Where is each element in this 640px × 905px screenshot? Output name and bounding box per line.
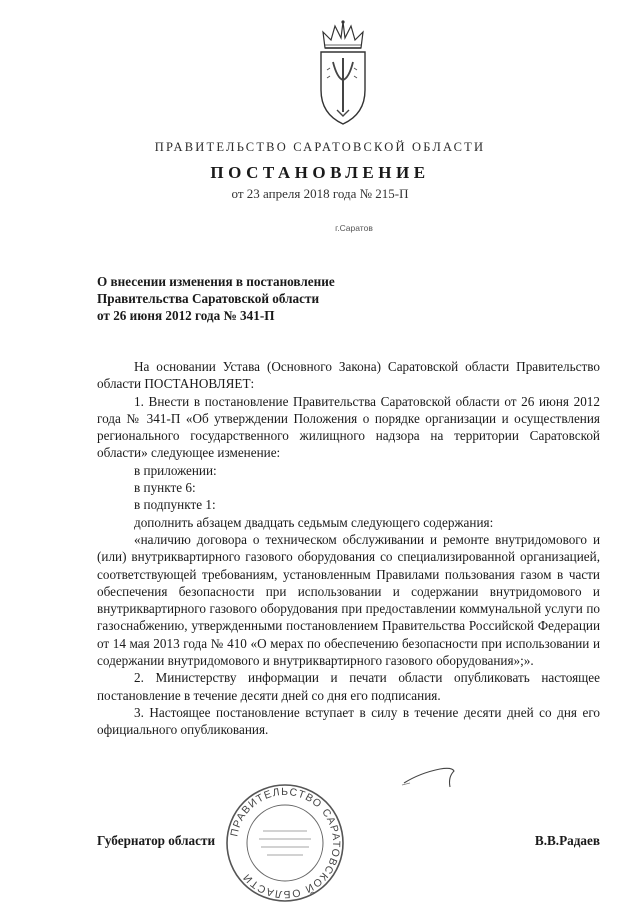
body-paragraph: 2. Министерству информации и печати области опубликовать настоящее постановление в течение десяти дней со дня его подписания. bbox=[97, 670, 600, 703]
document-city: г.Саратов bbox=[335, 223, 373, 233]
government-name: ПРАВИТЕЛЬСТВО САРАТОВСКОЙ ОБЛАСТИ bbox=[154, 140, 486, 154]
document-type: ПОСТАНОВЛЕНИЕ bbox=[210, 163, 430, 182]
signatory-name: В.В.Радаев bbox=[534, 833, 600, 848]
subject-line: Правительства Саратовской области bbox=[97, 291, 320, 306]
official-seal-icon bbox=[223, 781, 347, 905]
body-paragraph: в пункте 6: bbox=[134, 480, 196, 496]
body-paragraph: в приложении: bbox=[134, 462, 217, 478]
handwritten-signature-icon bbox=[400, 755, 460, 795]
signatory-position: Губернатор области bbox=[97, 833, 216, 848]
subject-line: от 26 июня 2012 года № 341-П bbox=[97, 308, 275, 323]
stamp-text: ПРАВИТЕЛЬСТВО САРАТОВСКОЙ ОБЛАСТИ bbox=[228, 785, 343, 901]
body-paragraph: «наличию договора о техническом обслуживании и ремонте внутридомового и (или) внутриквартирного газового оборудования со специализированной организацией, соответствующей требованиям, установленным Правилами пользования газом в части обеспечения безопасности при использовании и содержании внутридомового и внутриквартирного газового оборудования при предоставлении коммунальной услуги по газоснабжению, утвержденными постановлением Правительства Российской Федерации от 14 мая 2013 года № 410 «О мерах по обеспечению безопасности при использовании и содержании внутридомового и внутриквартирного газового оборудования»;». bbox=[97, 531, 600, 669]
body-paragraph: 1. Внести в постановление Правительства Саратовской области от 26 июня 2012 года № 341-П «Об утверждении Положения о порядке организации и осуществления регионального государственного жилищного надзора на территории Саратовской области» следующее изменение: bbox=[97, 393, 600, 461]
document-date-number: от 23 апреля 2018 года № 215-П bbox=[231, 186, 409, 201]
subject-line: О внесении изменения в постановление bbox=[97, 274, 335, 289]
document-body bbox=[97, 358, 600, 739]
body-paragraph: На основании Устава (Основного Закона) Саратовской области Правительство области ПОСТАНОВЛЯЕТ: bbox=[97, 359, 600, 392]
svg-text:ПРАВИТЕЛЬСТВО САРАТОВСКОЙ ОБЛА bbox=[228, 786, 342, 900]
body-paragraph: в подпункте 1: bbox=[134, 497, 216, 513]
document-subject bbox=[97, 273, 397, 324]
coat-of-arms-icon bbox=[313, 18, 373, 128]
body-paragraph: дополнить абзацем двадцать седьмым следующего содержания: bbox=[134, 514, 494, 530]
body-paragraph: 3. Настоящее постановление вступает в силу в течение десяти дней со дня его официального опубликования. bbox=[97, 704, 600, 738]
